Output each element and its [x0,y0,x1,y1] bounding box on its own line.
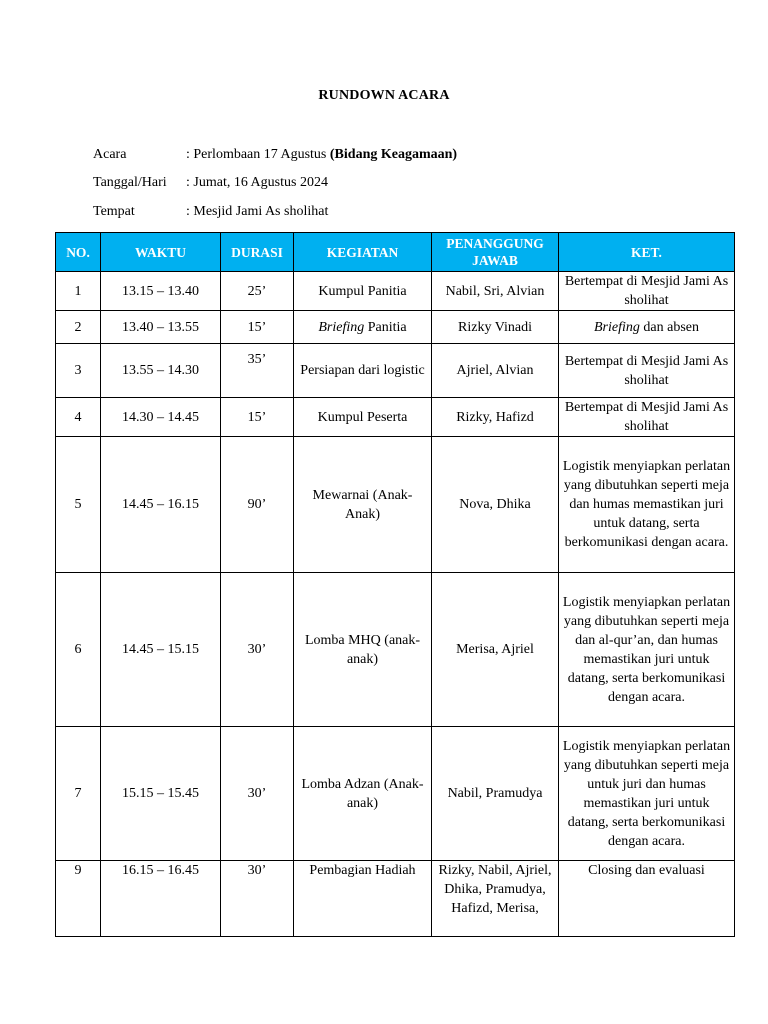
cell-no: 3 [56,344,101,398]
cell-no: 9 [56,861,101,937]
cell-waktu: 14.45 – 15.15 [101,573,221,727]
cell-waktu: 13.55 – 14.30 [101,344,221,398]
cell-waktu: 13.40 – 13.55 [101,311,221,344]
header-durasi: DURASI [221,233,294,272]
cell-ket: Bertempat di Mesjid Jami As sholihat [559,398,735,437]
cell-kegiatan: Lomba MHQ (anak-anak) [294,573,432,727]
cell-penanggung-jawab: Nova, Dhika [432,437,559,573]
table-row [56,573,735,727]
cell-ket: Bertempat di Mesjid Jami As sholihat [559,344,735,398]
cell-waktu: 14.30 – 14.45 [101,398,221,437]
cell-ket: Logistik menyiapkan perlatan yang dibutuhkan seperti meja dan humas memastikan juri untuk datang, serta berkomunikasi dengan acara. [559,437,735,573]
info-value-acara: : Perlombaan 17 Agustus (Bidang Keagamaan) [186,147,458,162]
table-row [56,437,735,573]
cell-durasi: 15’ [221,311,294,344]
cell-durasi: 15’ [221,398,294,437]
cell-ket: Logistik menyiapkan perlatan yang dibutuhkan seperti meja dan al-qur’an, dan humas memastikan juri untuk datang, serta berkomunikasi dengan acara. [559,573,735,727]
rundown-table [55,232,735,937]
header-ket: KET. [559,233,735,272]
cell-no: 7 [56,727,101,861]
cell-penanggung-jawab: Nabil, Sri, Alvian [432,272,559,311]
info-row-tempat [93,203,328,221]
cell-waktu: 13.15 – 13.40 [101,272,221,311]
document-title: RUNDOWN ACARA [318,88,450,103]
cell-kegiatan: Lomba Adzan (Anak-anak) [294,727,432,861]
cell-penanggung-jawab: Rizky, Hafizd [432,398,559,437]
cell-no: 4 [56,398,101,437]
cell-waktu: 16.15 – 16.45 [101,861,221,937]
cell-penanggung-jawab: Rizky Vinadi [432,311,559,344]
table-row [56,861,735,937]
cell-durasi: 35’ [221,344,294,398]
info-value-acara-bold: (Bidang Keagamaan) [329,147,458,162]
cell-waktu: 14.45 – 16.15 [101,437,221,573]
table-row [56,344,735,398]
cell-ket: Bertempat di Mesjid Jami As sholihat [559,272,735,311]
cell-no: 5 [56,437,101,573]
info-label-tempat: Tempat [93,204,135,219]
header-no: NO. [56,233,101,272]
info-row-tanggal [93,174,328,192]
cell-penanggung-jawab: Ajriel, Alvian [432,344,559,398]
cell-ket: Closing dan evaluasi [559,861,735,937]
cell-ket: Logistik menyiapkan perlatan yang dibutuhkan seperti meja untuk juri dan humas memastikan juri untuk datang, serta berkomunikasi dengan acara. [559,727,735,861]
table-row [56,398,735,437]
table-row [56,311,735,344]
info-label-tanggal: Tanggal/Hari [93,175,167,190]
cell-durasi: 30’ [221,573,294,727]
cell-waktu: 15.15 – 15.45 [101,727,221,861]
info-value-tempat: : Mesjid Jami As sholihat [186,204,329,219]
cell-kegiatan: Kumpul Peserta [294,398,432,437]
cell-no: 1 [56,272,101,311]
cell-no: 2 [56,311,101,344]
cell-kegiatan: Pembagian Hadiah [294,861,432,937]
table-row [56,272,735,311]
header-penanggung-jawab: PENANGGUNG JAWAB [432,233,559,272]
cell-kegiatan: Persiapan dari logistic [294,344,432,398]
header-waktu: WAKTU [101,233,221,272]
cell-penanggung-jawab: Rizky, Nabil, Ajriel, Dhika, Pramudya, Hafizd, Merisa, [432,861,559,937]
cell-durasi: 30’ [221,727,294,861]
cell-penanggung-jawab: Nabil, Pramudya [432,727,559,861]
cell-penanggung-jawab: Merisa, Ajriel [432,573,559,727]
cell-kegiatan: Briefing Panitia [294,311,432,344]
cell-durasi: 90’ [221,437,294,573]
header-kegiatan: KEGIATAN [294,233,432,272]
cell-ket: Briefing dan absen [559,311,735,344]
cell-kegiatan: Mewarnai (Anak-Anak) [294,437,432,573]
cell-durasi: 25’ [221,272,294,311]
cell-no: 6 [56,573,101,727]
info-label-acara: Acara [93,147,127,162]
cell-durasi: 30’ [221,861,294,937]
table-row [56,727,735,861]
info-row-acara [93,146,457,164]
table-header-row [56,233,735,272]
info-value-tanggal: : Jumat, 16 Agustus 2024 [186,175,328,190]
cell-kegiatan: Kumpul Panitia [294,272,432,311]
